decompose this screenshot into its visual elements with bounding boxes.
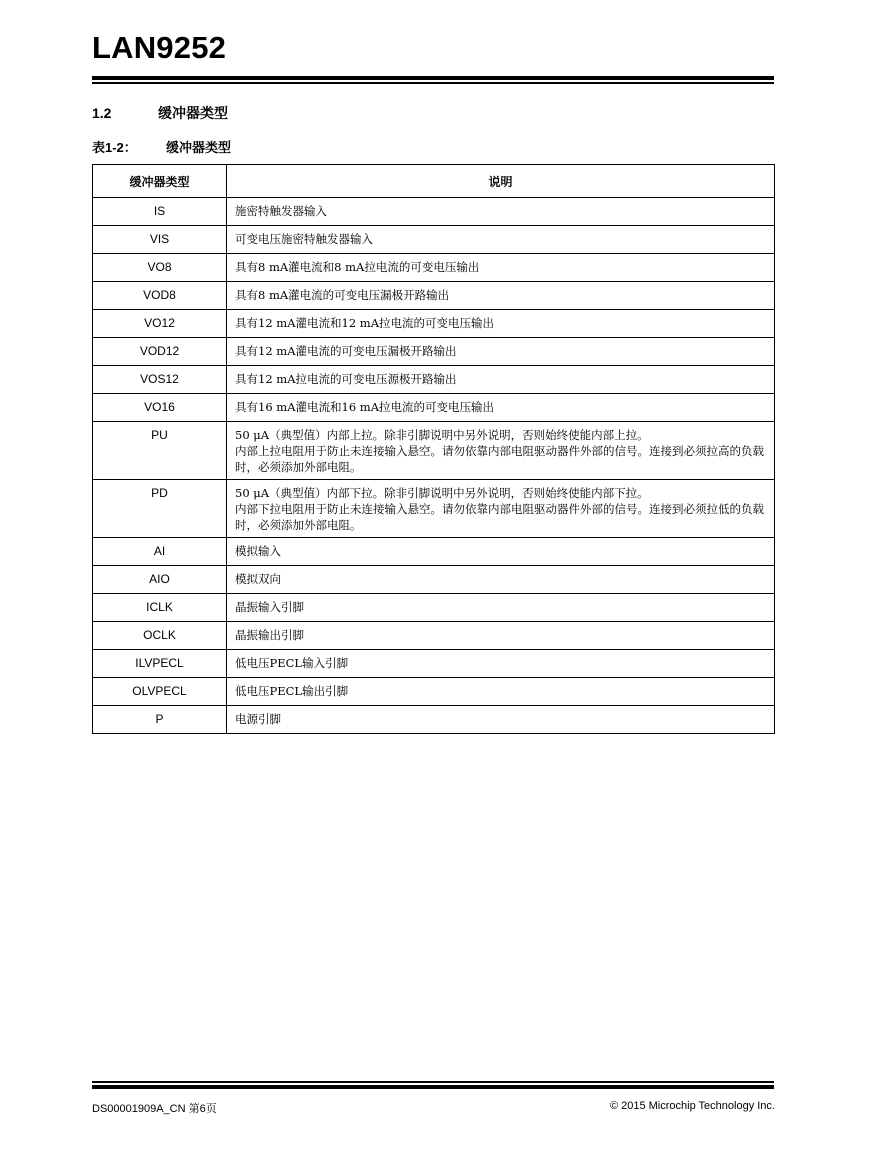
description-cell: [227, 566, 775, 594]
description-line: 可变电压施密特触发器输入: [235, 232, 373, 246]
buffer-type-cell: VO16: [93, 394, 227, 422]
table-header-row: [93, 165, 775, 198]
buffer-type-cell: OCLK: [93, 622, 227, 650]
footer-copyright: © 2015 Microchip Technology Inc.: [609, 1100, 775, 1112]
description-cell: [227, 594, 775, 622]
description-cell: [227, 622, 775, 650]
buffer-type-cell: IS: [93, 198, 227, 226]
description-line: 内部下拉电阻用于防止未连接输入悬空。请勿依靠内部电阻驱动器件外部的信号。连接到必须拉低的负载时，必须添加外部电阻。: [235, 502, 764, 532]
table-body: [93, 198, 775, 734]
table-row: [93, 622, 775, 650]
description-line: 模拟双向: [235, 572, 281, 586]
description-line: 具有12 mA灌电流和12 mA拉电流的可变电压输出: [235, 316, 494, 330]
description-line: 具有12 mA拉电流的可变电压源极开路输出: [235, 372, 457, 386]
column-header-description: 说明: [227, 165, 775, 198]
buffer-type-cell: VOS12: [93, 366, 227, 394]
description-cell: [227, 538, 775, 566]
section-title: 缓冲器类型: [158, 105, 228, 121]
section-number: 1.2: [92, 105, 112, 121]
description-line: 具有8 mA灌电流和8 mA拉电流的可变电压输出: [235, 260, 480, 274]
table-row: [93, 594, 775, 622]
table-caption-title: 缓冲器类型: [166, 140, 232, 155]
description-line: 低电压PECL输出引脚: [235, 684, 349, 698]
buffer-type-cell: OLVPECL: [93, 678, 227, 706]
description-line: 模拟输入: [235, 544, 281, 558]
buffer-type-cell: ILVPECL: [93, 650, 227, 678]
buffer-type-cell: VO12: [93, 310, 227, 338]
table-row: [93, 254, 775, 282]
table-row: [93, 706, 775, 734]
description-line: 晶振输出引脚: [235, 628, 304, 642]
buffer-type-cell: PD: [93, 480, 227, 538]
description-cell: [227, 678, 775, 706]
description-line: 具有12 mA灌电流的可变电压漏极开路输出: [235, 344, 457, 358]
description-line: 低电压PECL输入引脚: [235, 656, 349, 670]
buffer-type-cell: VOD8: [93, 282, 227, 310]
description-cell: [227, 650, 775, 678]
description-line: 具有16 mA灌电流和16 mA拉电流的可变电压输出: [235, 400, 494, 414]
description-cell: [227, 198, 775, 226]
buffer-type-cell: AIO: [93, 566, 227, 594]
description-cell: [227, 310, 775, 338]
buffer-type-cell: AI: [93, 538, 227, 566]
table-row: [93, 480, 775, 538]
buffer-type-cell: VIS: [93, 226, 227, 254]
table-row: [93, 566, 775, 594]
table-row: [93, 282, 775, 310]
table-row: [93, 422, 775, 480]
table-row: [93, 338, 775, 366]
section-heading: [92, 103, 228, 123]
footer-rule-thick: [92, 1085, 774, 1089]
description-cell: [227, 366, 775, 394]
description-line: 内部上拉电阻用于防止未连接输入悬空。请勿依靠内部电阻驱动器件外部的信号。连接到必须拉高的负载时，必须添加外部电阻。: [235, 444, 764, 474]
buffer-type-cell: VO8: [93, 254, 227, 282]
buffer-type-cell: PU: [93, 422, 227, 480]
description-line: 电源引脚: [235, 712, 281, 726]
table-row: [93, 678, 775, 706]
table-caption-number: 表1-2：: [92, 140, 137, 155]
description-cell: [227, 422, 775, 480]
column-header-buffer-type: 缓冲器类型: [93, 165, 227, 198]
buffer-type-cell: P: [93, 706, 227, 734]
table-row: [93, 394, 775, 422]
description-cell: [227, 282, 775, 310]
buffer-type-cell: ICLK: [93, 594, 227, 622]
description-line: 晶振输入引脚: [235, 600, 304, 614]
footer-doc-number: DS00001909A_CN 第6页: [92, 1103, 217, 1115]
table-row: [93, 310, 775, 338]
buffer-type-cell: VOD12: [93, 338, 227, 366]
buffer-types-table: [92, 164, 775, 734]
description-cell: [227, 254, 775, 282]
footer-rule-thin: [92, 1081, 774, 1083]
table-caption: [92, 137, 231, 156]
description-line: 施密特触发器输入: [235, 204, 327, 218]
description-cell: [227, 394, 775, 422]
description-cell: [227, 226, 775, 254]
table-row: [93, 650, 775, 678]
description-cell: [227, 480, 775, 538]
description-line: 50 μA（典型值）内部上拉。除非引脚说明中另外说明，否则始终使能内部上拉。: [235, 428, 649, 442]
description-cell: [227, 338, 775, 366]
table-row: [93, 366, 775, 394]
table-row: [93, 226, 775, 254]
table-row: [93, 538, 775, 566]
description-line: 具有8 mA灌电流的可变电压漏极开路输出: [235, 288, 450, 302]
description-line: 50 μA（典型值）内部下拉。除非引脚说明中另外说明，否则始终使能内部下拉。: [235, 486, 649, 500]
document-title: LAN9252: [92, 30, 227, 65]
header-rule-thick: [92, 76, 774, 80]
table-row: [93, 198, 775, 226]
header-rule-thin: [92, 82, 774, 84]
description-cell: [227, 706, 775, 734]
